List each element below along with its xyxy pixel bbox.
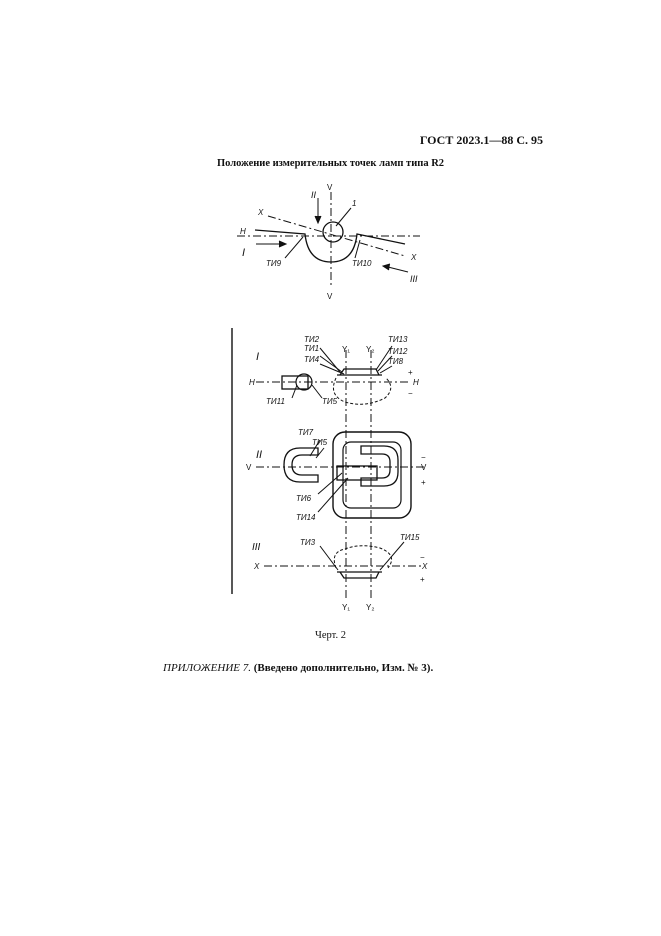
ti11-leader bbox=[292, 385, 297, 398]
label-v-right: V bbox=[421, 463, 427, 472]
label-ti6: ТИ6 bbox=[296, 494, 312, 503]
label-h-left: H bbox=[249, 378, 255, 387]
appendix-line bbox=[163, 662, 433, 674]
label-y1-bottom: Y₁ bbox=[342, 603, 351, 612]
label-x-right: X bbox=[411, 253, 417, 262]
lamp-profile bbox=[255, 230, 405, 262]
label-view1-minus: − bbox=[408, 389, 413, 398]
label-view-III: III bbox=[252, 542, 261, 553]
label-x-right: X bbox=[422, 562, 428, 571]
label-ti3: ТИ3 bbox=[300, 538, 316, 547]
appendix-title: ПРИЛОЖЕНИЕ 7. bbox=[163, 662, 251, 674]
arrow-I-head bbox=[279, 241, 286, 247]
figure-caption: Черт. 2 bbox=[315, 630, 346, 641]
label-y2-top: Y₂ bbox=[366, 345, 375, 354]
label-y1-top: Y₁ bbox=[342, 345, 351, 354]
ti6-leader bbox=[318, 473, 342, 494]
label-view2-minus: − bbox=[421, 453, 426, 462]
label-ti12: ТИ12 bbox=[388, 347, 408, 356]
label-ti13: ТИ13 bbox=[388, 335, 408, 344]
ti1-leader bbox=[320, 356, 342, 372]
ti4-leader bbox=[320, 364, 344, 374]
label-ti11: ТИ11 bbox=[266, 397, 285, 406]
label-view-I: I bbox=[256, 351, 260, 363]
appendix-note: (Введено дополнительно, Изм. № 3). bbox=[253, 662, 434, 674]
label-ti2: ТИ2 bbox=[304, 335, 320, 344]
label-dir-II: II bbox=[311, 190, 317, 200]
view3-cap bbox=[337, 572, 382, 578]
label-dir-III: III bbox=[410, 274, 418, 284]
label-v-bottom: V bbox=[327, 292, 333, 301]
label-x-left: X bbox=[254, 562, 260, 571]
figure-title: Положение измерительных точек ламп типа R2 bbox=[216, 158, 445, 169]
label-v-left: V bbox=[246, 463, 252, 472]
label-ti15: ТИ15 bbox=[400, 533, 420, 542]
view2-horseshoe bbox=[284, 448, 318, 482]
label-v-top: V bbox=[327, 183, 333, 192]
label-y2-bottom: Y₂ bbox=[366, 603, 375, 612]
label-ti5-view2: ТИ5 bbox=[312, 438, 328, 447]
view2-inner-frame bbox=[343, 442, 401, 508]
label-ti4: ТИ4 bbox=[304, 355, 320, 364]
label-view1-plus: + bbox=[408, 368, 413, 377]
label-ti7: ТИ7 bbox=[298, 428, 314, 437]
label-view2-plus: + bbox=[421, 478, 426, 487]
figure-2 bbox=[232, 328, 428, 612]
label-ti1: ТИ1 bbox=[304, 344, 320, 353]
ti9-leader bbox=[285, 237, 303, 258]
label-x-left: X bbox=[258, 208, 264, 217]
ti5b-leader bbox=[316, 448, 324, 458]
label-view-II: II bbox=[256, 449, 263, 461]
callout-leader bbox=[336, 208, 351, 226]
view3-bulb-outline bbox=[334, 546, 391, 568]
label-callout-1: 1 bbox=[352, 199, 357, 208]
arrow-II-head bbox=[315, 216, 321, 223]
arrow-III-head bbox=[383, 264, 390, 270]
page-header: ГОСТ 2023.1—88 С. 95 bbox=[419, 133, 543, 147]
label-view3-minus: − bbox=[420, 553, 425, 562]
label-h: H bbox=[240, 227, 246, 236]
label-dir-I: I bbox=[242, 247, 246, 259]
figure-1 bbox=[237, 183, 420, 301]
ti5a-leader bbox=[312, 385, 322, 398]
filament-circle bbox=[323, 222, 343, 242]
label-ti5-view1: ТИ5 bbox=[322, 397, 338, 406]
label-h-right: H bbox=[413, 378, 419, 387]
label-view3-plus: + bbox=[420, 575, 425, 584]
label-ti9: ТИ9 bbox=[266, 259, 282, 268]
label-ti14: ТИ14 bbox=[296, 513, 316, 522]
label-ti10: ТИ10 bbox=[352, 259, 372, 268]
label-ti8: ТИ8 bbox=[388, 357, 404, 366]
